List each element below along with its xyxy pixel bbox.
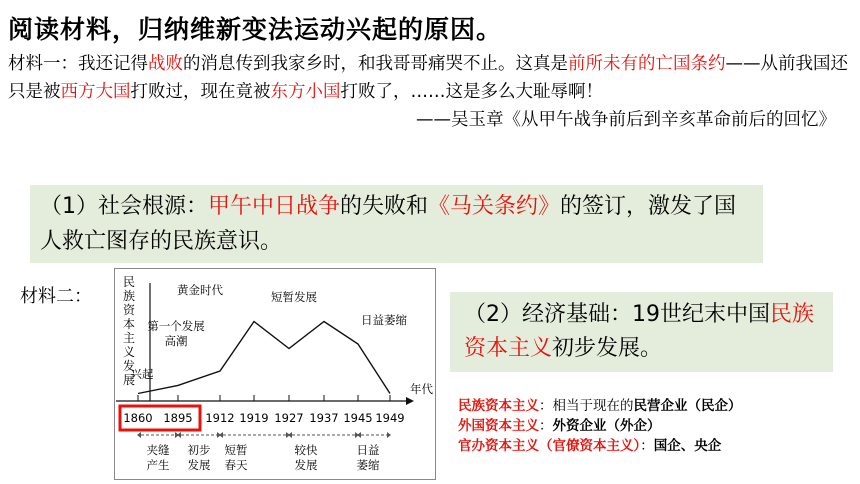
highlight-text: 民族资本主义 xyxy=(464,302,815,361)
chart-annotation: 黄金时代 xyxy=(177,283,223,297)
economic-base-box xyxy=(450,292,833,372)
x-tick-label: 1860 xyxy=(123,411,153,425)
x-tick-label: 1949 xyxy=(375,411,405,425)
y-axis-label-char: 本 xyxy=(123,317,136,331)
period-label: 初步 xyxy=(187,443,211,457)
note-line xyxy=(458,436,742,456)
x-tick-label: 1927 xyxy=(274,411,304,425)
y-axis-label-char: 发 xyxy=(123,359,136,373)
note-term: 官办资本主义（官僚资本主义） xyxy=(458,438,641,454)
period-label: 发展 xyxy=(187,458,211,472)
highlight-text: 战败 xyxy=(148,54,183,74)
x-tick-label: 1912 xyxy=(205,411,235,425)
highlight-text: 甲午中日战争 xyxy=(208,194,341,219)
y-axis-label-char: 主 xyxy=(123,331,136,345)
y-axis-label-char: 族 xyxy=(123,289,136,303)
note-term: 外国资本主义 xyxy=(458,418,539,434)
highlight-text: 前所未有的亡国条约 xyxy=(568,54,726,74)
y-axis-label-char: 展 xyxy=(123,373,136,387)
period-label: 日益 xyxy=(356,443,380,457)
material-text: 打败过，现在竟被 xyxy=(130,82,271,102)
x-tick-label: 1895 xyxy=(163,411,193,425)
period-label: 萎缩 xyxy=(356,458,380,472)
box-text: 的签订，激发了国人救亡图存的民族意识。 xyxy=(40,194,737,254)
chart-annotation: 短暂发展 xyxy=(271,290,317,304)
development-chart xyxy=(114,268,436,480)
note-sep: ： xyxy=(640,438,654,454)
material-two-label: 材料二： xyxy=(20,286,92,307)
note-meaning: 国企、央企 xyxy=(653,438,722,454)
box-text: 的失败和 xyxy=(340,194,429,219)
period-label: 短暂 xyxy=(224,443,248,457)
page-title: 阅读材料，归纳维新变法运动兴起的原因。 xyxy=(8,15,503,44)
material-text: ——从前我国还只是被 xyxy=(8,54,848,102)
note-meaning: 民营企业（民企） xyxy=(633,398,742,414)
x-tick-label: 1945 xyxy=(343,411,373,425)
period-label: 春天 xyxy=(224,458,248,472)
material-text: 的消息传到我家乡时，和我哥哥痛哭不止。这真是 xyxy=(183,54,568,74)
note-line xyxy=(458,396,742,416)
highlight-text: 东方小国 xyxy=(270,82,341,102)
period-label: 较快 xyxy=(294,443,318,457)
material-text: 我还记得 xyxy=(78,54,148,74)
chart-annotation: 兴起 xyxy=(130,367,154,381)
social-root-box xyxy=(30,185,763,263)
box-text: 初步发展。 xyxy=(552,336,663,361)
material-text: 打败了，……这是多么大耻辱啊！ xyxy=(340,82,603,102)
period-label: 发展 xyxy=(294,458,318,472)
note-sep: ： xyxy=(539,418,553,434)
chart-annotation: 第一个发展 xyxy=(147,319,205,333)
material-one-label: 材料一： xyxy=(8,54,78,74)
highlight-text: 西方大国 xyxy=(60,82,131,102)
note-line xyxy=(458,416,742,436)
period-label: 产生 xyxy=(146,458,170,472)
chart-annotation: 日益萎缩 xyxy=(361,313,407,327)
note-meaning: 外资企业（外企） xyxy=(552,418,661,434)
y-axis-label-char: 义 xyxy=(123,345,136,359)
x-tick-label: 1919 xyxy=(239,411,269,425)
y-axis-label-char: 资 xyxy=(123,303,136,317)
y-axis-label-char: 民 xyxy=(123,275,136,289)
highlight-text: 《马关条约》 xyxy=(428,194,561,219)
period-label: 夹缝 xyxy=(146,443,170,457)
box-text: （1）社会根源： xyxy=(40,194,208,219)
material-one-source: ——吴玉章《从甲午战争前后到辛亥革命前后的回忆》 xyxy=(416,110,836,130)
x-tick-label: 1937 xyxy=(309,411,339,425)
capitalism-notes xyxy=(458,396,742,456)
note-sep: ：相当于现在的 xyxy=(539,398,634,414)
box-text: （2）经济基础：19世纪末中国 xyxy=(464,302,770,327)
chart-annotation: 高潮 xyxy=(164,334,188,348)
note-term: 民族资本主义 xyxy=(458,398,539,414)
x-axis-label: 年代 xyxy=(410,382,433,396)
material-one xyxy=(8,50,848,134)
